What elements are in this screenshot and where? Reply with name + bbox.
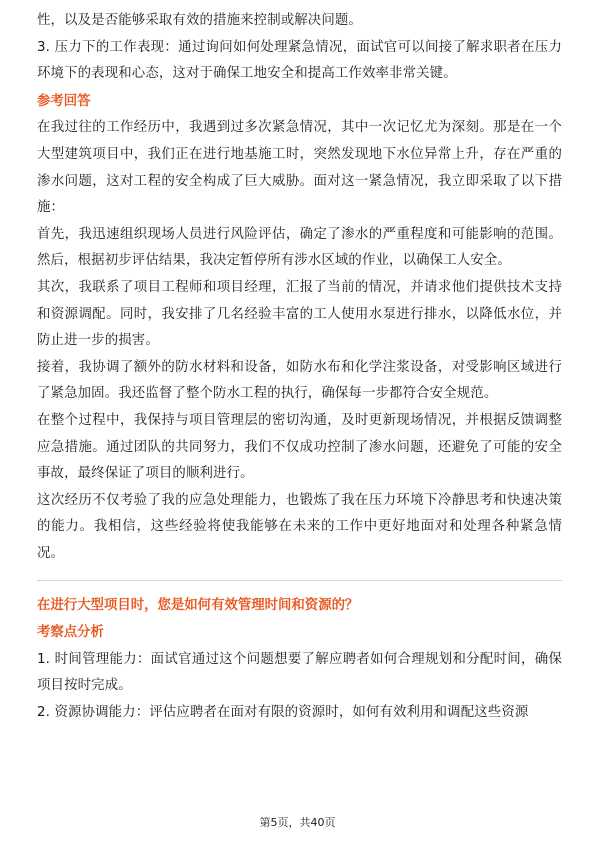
analysis-section	[37, 647, 562, 727]
answer-paragraph: 在我过往的工作经历中，我遇到过多次紧急情况，其中一次记忆尤为深刻。那是在一个大型建筑项目中，我们正在进行地基施工时，突然发现地下水位异常上升，存在严重的渗水问题，这对工程的安全构成了巨大威胁。面对这一紧急情况，我立即采取了以下措施：	[37, 120, 562, 216]
question-title: 在进行大型项目时，您是如何有效管理时间和资源的？	[37, 598, 359, 614]
intro-line: 性，以及是否能够采取有效的措施来控制或解决问题。	[37, 13, 362, 28]
intro-section	[37, 0, 562, 88]
answer-paragraph: 接着，我协调了额外的防水材料和设备，如防水布和化学注浆设备，对受影响区域进行了紧急加固。我还监督了整个防水工程的执行，确保每一步都符合安全规范。	[37, 359, 562, 402]
analysis-heading: 考察点分析	[37, 625, 104, 641]
answer-paragraph: 这次经历不仅考验了我的应急处理能力，也锻炼了我在压力环境下冷静思考和快速决策的能力。我相信，这些经验将使我能够在未来的工作中更好地面对和处理各种紧急情况。	[37, 492, 562, 561]
answer-paragraph: 其次，我联系了项目工程师和项目经理，汇报了当前的情况，并请求他们提供技术支持和资源调配。同时，我安排了几名经验丰富的工人使用水泵进行排水，以降低水位，并防止进一步的损害。	[37, 279, 562, 349]
answer-section	[37, 115, 562, 567]
answer-paragraph: 在整个过程中，我保持与项目管理层的密切沟通，及时更新现场情况，并根据反馈调整应急措施。通过团队的共同努力，我们不仅成功控制了渗水问题，还避免了可能的安全事故，最终保证了项目的顺利进行。	[37, 412, 562, 482]
answer-paragraph: 首先，我迅速组织现场人员进行风险评估，确定了渗水的严重程度和可能影响的范围。然后，根据初步评估结果，我决定暂停所有涉水区域的作业，以确保工人安全。	[37, 226, 562, 269]
section-divider	[37, 580, 562, 581]
document-page	[37, 0, 562, 726]
analysis-item: 2. 资源协调能力：评估应聘者在面对有限的资源时，如何有效利用和调配这些资源	[37, 704, 529, 720]
analysis-item: 1. 时间管理能力：面试官通过这个问题想要了解应聘者如何合理规划和分配时间，确保项目按时完成。	[37, 651, 562, 694]
answer-heading: 参考回答	[37, 93, 91, 109]
page-footer: 第5页，共40页	[259, 816, 336, 829]
intro-point-3: 3. 压力下的工作表现：通过询问如何处理紧急情况，面试官可以间接了解求职者在压力环境下的表现和心态，这对于确保工地安全和提高工作效率非常关键。	[37, 39, 562, 82]
